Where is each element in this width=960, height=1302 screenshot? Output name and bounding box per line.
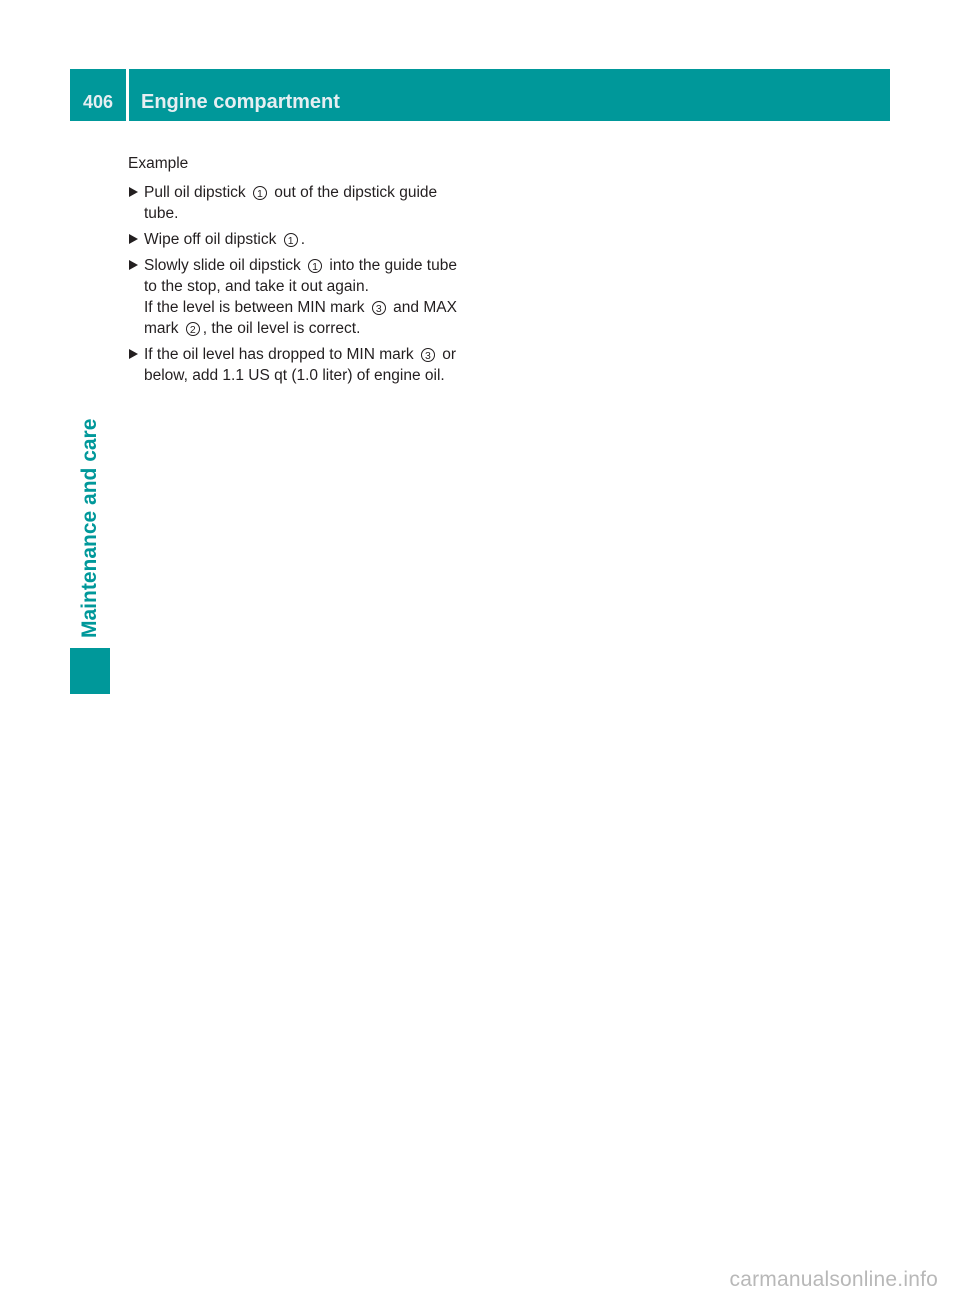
header-divider — [126, 69, 129, 121]
section-title: Engine compartment — [141, 91, 340, 113]
arrow-icon — [129, 187, 138, 197]
page-number: 406 — [82, 92, 114, 112]
step-text: or below, add 1.1 US qt (1.0 liter) of engine oil. — [144, 346, 457, 384]
watermark: carmanualsonline.info — [729, 1268, 938, 1291]
step-item — [128, 229, 468, 250]
step-text: and MAX mark — [144, 299, 457, 337]
main-content — [128, 150, 468, 391]
step-text: If the level is between MIN mark — [144, 299, 365, 316]
step-text: out of the dipstick guide tube. — [144, 184, 438, 222]
callout-1-icon: 1 — [284, 233, 298, 247]
step-text: , the oil level is correct. — [202, 320, 361, 337]
callout-1-icon: 1 — [253, 186, 267, 200]
step-text: Pull oil dipstick — [144, 184, 246, 201]
arrow-icon — [129, 234, 138, 244]
callout-2-icon: 2 — [186, 322, 200, 336]
step-text: into the guide tube to the stop, and take it out again. — [144, 257, 457, 295]
side-tab-marker — [70, 648, 110, 694]
step-item — [128, 182, 468, 224]
step-text: Slowly slide oil dipstick — [144, 257, 301, 274]
callout-3-icon: 3 — [372, 301, 386, 315]
step-text: Wipe off oil dipstick — [144, 231, 277, 248]
step-item — [128, 255, 468, 339]
arrow-icon — [129, 349, 138, 359]
example-label: Example — [128, 155, 189, 172]
callout-3-icon: 3 — [421, 348, 435, 362]
side-tab-label: Maintenance and care — [78, 418, 101, 638]
arrow-icon — [129, 260, 138, 270]
step-text: . — [300, 231, 306, 248]
step-text: If the oil level has dropped to MIN mark — [144, 346, 414, 363]
callout-1-icon: 1 — [308, 259, 322, 273]
step-item — [128, 344, 468, 386]
